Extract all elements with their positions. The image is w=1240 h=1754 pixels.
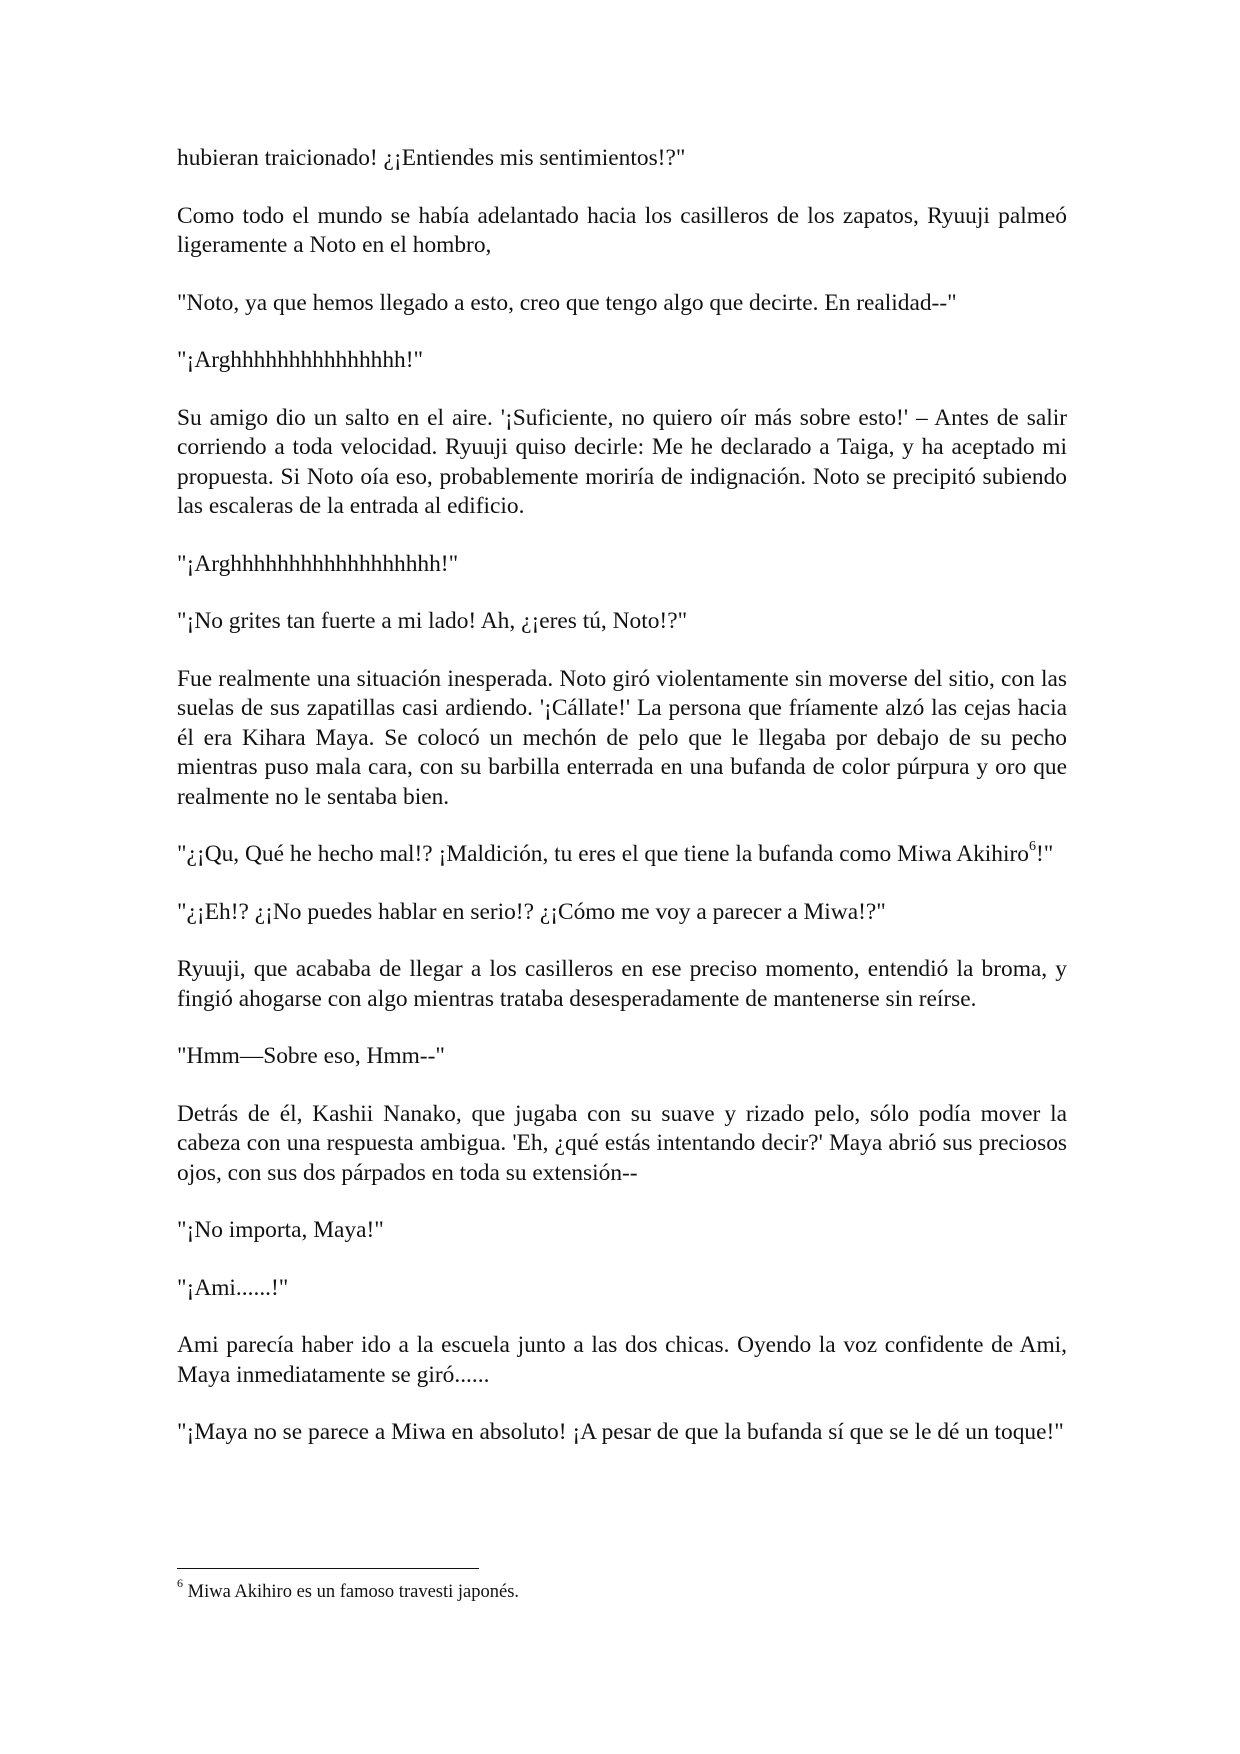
footnote: [177, 1575, 520, 1604]
footnote-reference: 6: [1028, 839, 1036, 855]
paragraph: "¡No importa, Maya!": [177, 1217, 384, 1243]
footnote-marker: 6: [177, 1575, 183, 1590]
paragraph: "¡Arghhhhhhhhhhhhhhhhhh!": [177, 550, 459, 577]
paragraph-text: "¿¡Qu, Qué he hecho mal!? ¡Maldición, tu eres el que tiene la bufanda como Miwa Akihiro: [177, 841, 1029, 867]
paragraph: "¡Maya no se parece a Miwa en absoluto! ¡A pesar de que la bufanda sí que se le dé un toque!": [177, 1419, 1064, 1445]
footnote-divider: [177, 1568, 479, 1569]
footnote-text: Miwa Akihiro es un famoso travesti japonés.: [183, 1582, 520, 1602]
paragraph: "¡Arghhhhhhhhhhhhhhh!": [177, 347, 424, 373]
paragraph: "¿¡Eh!? ¿¡No puedes hablar en serio!? ¿¡Cómo me voy a parecer a Miwa!?": [177, 898, 886, 925]
paragraph-text-end: !": [1035, 841, 1054, 867]
paragraph: "¡No grites tan fuerte a mi lado! Ah, ¿¡eres tú, Noto!?": [177, 608, 688, 634]
paragraph: Detrás de él, Kashii Nanako, que jugaba con su suave y rizado pelo, sólo podía mover la cabeza con una respuesta ambigua. 'Eh, ¿qué estás intentando decir?' Maya abrió sus preciosos ojos, con sus dos párpados en toda su extensión--: [177, 1100, 1067, 1186]
paragraph: "Hmm—Sobre eso, Hmm--": [177, 1043, 445, 1069]
paragraph: "¡Ami......!": [177, 1274, 289, 1301]
paragraph: Ryuuji, que acababa de llegar a los casilleros en ese preciso momento, entendió la broma, y fingió ahogarse con algo mientras trataba desesperadamente de mantenerse sin reírse.: [177, 956, 1067, 1012]
paragraph: hubieran traicionado! ¿¡Entiendes mis sentimientos!?": [177, 145, 686, 171]
paragraph: Su amigo dio un salto en el aire. '¡Suficiente, no quiero oír más sobre esto!' – Antes de salir corriendo a toda velocidad. Ryuuji quiso decirle: Me he declarado a Taiga, y ha aceptado mi propuesta. Si Noto oía eso, probablemente moriría de indignación. Noto se precipitó subiendo las escaleras de la entrada al edificio.: [177, 404, 1067, 519]
paragraph: Como todo el mundo se había adelantado hacia los casilleros de los zapatos, Ryuuji palmeó ligeramente a Noto en el hombro,: [177, 202, 1067, 258]
paragraph: Ami parecía haber ido a la escuela junto a las dos chicas. Oyendo la voz confidente de Ami, Maya inmediatamente se giró......: [177, 1332, 1067, 1388]
document-body: [177, 144, 1067, 1476]
paragraph: Fue realmente una situación inesperada. Noto giró violentamente sin moverse del sitio, con las suelas de sus zapatillas casi ardiendo. '¡Cállate!' La persona que fríamente alzó las cejas hacia él era Kihara Maya. Se colocó un mechón de pelo que le llegaba por debajo de su pecho mientras puso mala cara, con su barbilla enterrada en una bufanda de color púrpura y oro que realmente no le sentaba bien.: [177, 665, 1067, 810]
paragraph-with-footnote-ref: [177, 840, 1067, 870]
paragraph: "Noto, ya que hemos llegado a esto, creo que tengo algo que decirte. En realidad--": [177, 289, 957, 316]
